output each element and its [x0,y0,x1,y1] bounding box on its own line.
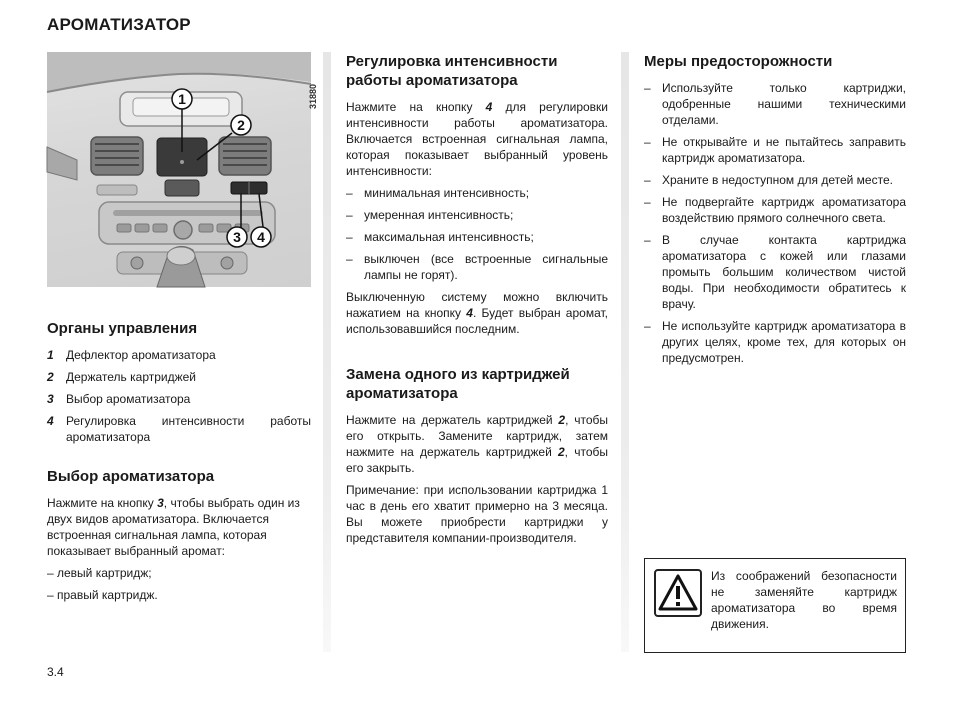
replace-note: Примечание: при использовании картриджа 1 час в день его хватит примерно на 3 месяца. Вы можете приобрести картриджи у представителя компании-производителя. [346,483,608,545]
list-item: – минимальная интенсивность; [346,185,608,201]
page-title: АРОМАТИЗАТОР [47,15,191,34]
warning-box [644,558,906,653]
left-column [47,52,318,609]
warning-text: Из соображений безопасности не заменяйте картридж ароматизатора во время движения. [711,569,897,631]
selection-heading: Выбор ароматизатора [47,468,215,485]
precautions-list [644,80,906,366]
controls-list [47,347,311,445]
list-item: 1 Дефлектор ароматизатора [47,348,216,362]
intensity-levels [346,185,608,283]
intensity-heading: Регулировка интенсивности работы ароматизатора [346,53,558,89]
selection-body [47,495,311,603]
intensity-off-note: Выключенную систему можно включить нажатием на кнопку 4. Будет выбран аромат, использовавшийся последним. [346,290,608,336]
list-item: – Используйте только картриджи, одобренные нашими техническими отделами. [644,80,906,128]
list-item: 3 Выбор ароматизатора [47,392,191,406]
page-number: 3.4 [47,665,64,679]
option-right: – правый картридж. [47,588,158,602]
list-item: – умеренная интенсивность; [346,207,608,223]
list-item: – Не используйте картридж ароматизатора в других целях, кроме тех, для которых он предусмотрен. [644,318,906,366]
warning-triangle-icon [654,569,702,617]
column-divider [621,52,629,652]
replace-instructions: Нажмите на держатель картриджей 2, чтобы его открыть. Замените картридж, затем нажмите на держатель картриджей 2, чтобы его закрыть. [346,413,609,475]
right-column [644,52,906,372]
column-divider [323,52,331,652]
figure-code: 31880 [308,84,318,110]
dashboard-illustration [47,52,318,287]
list-item: – выключен (все встроенные сигнальные лампы не горят). [346,251,608,283]
callout-4: 4 [257,229,265,245]
callout-1: 1 [178,91,186,107]
list-item: – максимальная интенсивность; [346,229,608,245]
callout-2: 2 [237,117,245,133]
list-item: 2 Держатель картриджей [47,370,197,384]
intensity-intro: Нажмите на кнопку 4 для регулировки интенсивности работы ароматизатора. Включается встроенная сигнальная лампа, которая показывает выбранный уровень интенсивности: [346,100,609,178]
list-item: 4 Регулировка интенсивности работы ароматизатора [47,414,311,444]
middle-column [346,52,608,552]
precautions-heading: Меры предосторожности [644,53,833,70]
callout-3: 3 [233,229,241,245]
list-item: – Храните в недоступном для детей месте. [644,172,906,188]
replace-heading: Замена одного из картриджей ароматизатора [346,366,570,402]
selection-intro: Нажмите на кнопку 3, чтобы выбрать один из двух видов ароматизатора. Включается встроенная сигнальная лампа, которая показывает выбранный аромат: [47,496,300,558]
option-left: – левый картридж; [47,566,152,580]
dashboard-drawing [47,52,311,287]
list-item: – Не открывайте и не пытайтесь заправить картридж ароматизатора. [644,134,906,166]
list-item: – Не подвергайте картридж ароматизатора воздействию прямого солнечного света. [644,194,906,226]
controls-heading: Органы управления [47,320,198,337]
list-item: – В случае контакта картриджа ароматизатора с кожей или глазами промыть большим количеством чистой воды. При необходимости обратитесь к врачу. [644,232,906,312]
